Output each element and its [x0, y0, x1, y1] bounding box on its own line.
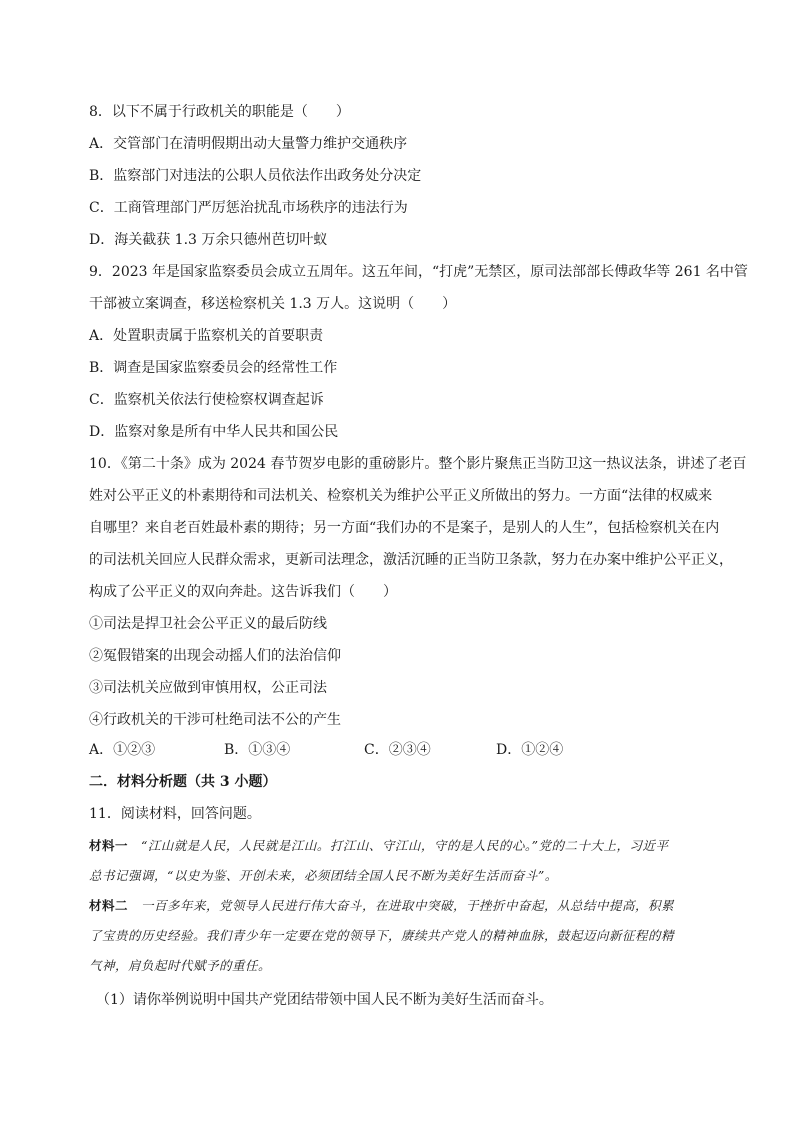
material1-text: “江山就是人民，人民就是江山。打江山、守江山，守的是人民的心。”党的二十大上，习近平: [128, 838, 669, 853]
q9-option-d: D．监察对象是所有中华人民共和国公民: [89, 424, 339, 440]
q10-choice-c: C．②③④: [364, 742, 431, 758]
q8-option-c: C．工商管理部门严厉惩治扰乱市场秩序的违法行为: [89, 200, 408, 216]
q9-stem-line2: 干部被立案调查，移送检察机关 1.3 万人。这说明（ ）: [89, 296, 457, 312]
q8-option-a: A．交管部门在清明假期出动大量警力维护交通秩序: [89, 136, 408, 152]
q8-stem: 8．以下不属于行政机关的职能是（ ）: [89, 104, 350, 120]
q11-subquestion-1: （1）请你举例说明中国共产党团结带领中国人民不断为美好生活而奋斗。: [96, 992, 553, 1008]
q11-material2-line3: 气神，肩负起时代赋予的重任。: [89, 958, 272, 973]
q10-stem-line4: 的司法机关回应人民群众需求，更新司法理念，激活沉睡的正当防卫条款，努力在办案中维护公平正义，: [89, 552, 733, 568]
q11-material1-line2: 总书记强调，“以史为鉴、开创未来，必须团结全国人民不断为美好生活而奋斗”。: [89, 868, 558, 883]
q11-stem: 11．阅读材料，回答问题。: [89, 806, 261, 822]
q11-material1-line1: [89, 836, 669, 856]
q9-option-a: A．处置职责属于监察机关的首要职责: [89, 328, 324, 344]
q10-choice-b: B．①③④: [224, 742, 291, 758]
q9-option-c: C．监察机关依法行使检察权调查起诉: [89, 392, 324, 408]
q11-material2-line2: 了宝贵的历史经验。我们青少年一定要在党的领导下，赓续共产党人的精神血脉，鼓起迈向新征程的精: [89, 928, 675, 943]
material2-text: 一百多年来，党领导人民进行伟大奋斗，在进取中突破，于挫折中奋起，从总结中提高，积累: [128, 898, 675, 913]
q10-statement-2: ②冤假错案的出现会动摇人们的法治信仰: [89, 648, 341, 664]
material2-label: 材料二: [89, 898, 129, 913]
q10-choices: [89, 740, 709, 760]
q10-stem-line5: 构成了公平正义的双向奔赴。这告诉我们（ ）: [89, 584, 397, 600]
q10-choice-d: D．①②④: [496, 742, 564, 758]
q10-stem-line3: 自哪里？来自老百姓最朴素的期待；另一方面“我们办的不是案子，是别人的人生”，包括检察机关在内: [89, 520, 720, 536]
q10-choice-a: A．①②③: [89, 742, 156, 758]
q10-statement-3: ③司法机关应做到审慎用权，公正司法: [89, 680, 327, 696]
q8-option-d: D．海关截获 1.3 万余只德州芭切叶蚁: [89, 232, 328, 248]
section-title: 二．材料分析题（共 3 小题）: [89, 774, 277, 790]
q10-stem-line2: 姓对公平正义的朴素期待和司法机关、检察机关为维护公平正义所做出的努力。一方面“法律的权威来: [89, 488, 713, 504]
q10-stem-line1: 10．《第二十条》成为 2024 春节贺岁电影的重磅影片。整个影片聚焦正当防卫这一热议法条，讲述了老百: [89, 456, 747, 472]
q11-material2-line1: [89, 896, 674, 916]
q9-option-b: B．调查是国家监察委员会的经常性工作: [89, 360, 338, 376]
q10-statement-4: ④行政机关的干涉可杜绝司法不公的产生: [89, 712, 341, 728]
q9-stem-line1: 9．2023 年是国家监察委员会成立五周年。这五年间，“打虎”无禁区，原司法部部长傅政华等 261 名中管: [89, 264, 748, 280]
q10-statement-1: ①司法是捍卫社会公平正义的最后防线: [89, 616, 327, 632]
q8-option-b: B．监察部门对违法的公职人员依法作出政务处分决定: [89, 168, 422, 184]
material1-label: 材料一: [89, 838, 129, 853]
